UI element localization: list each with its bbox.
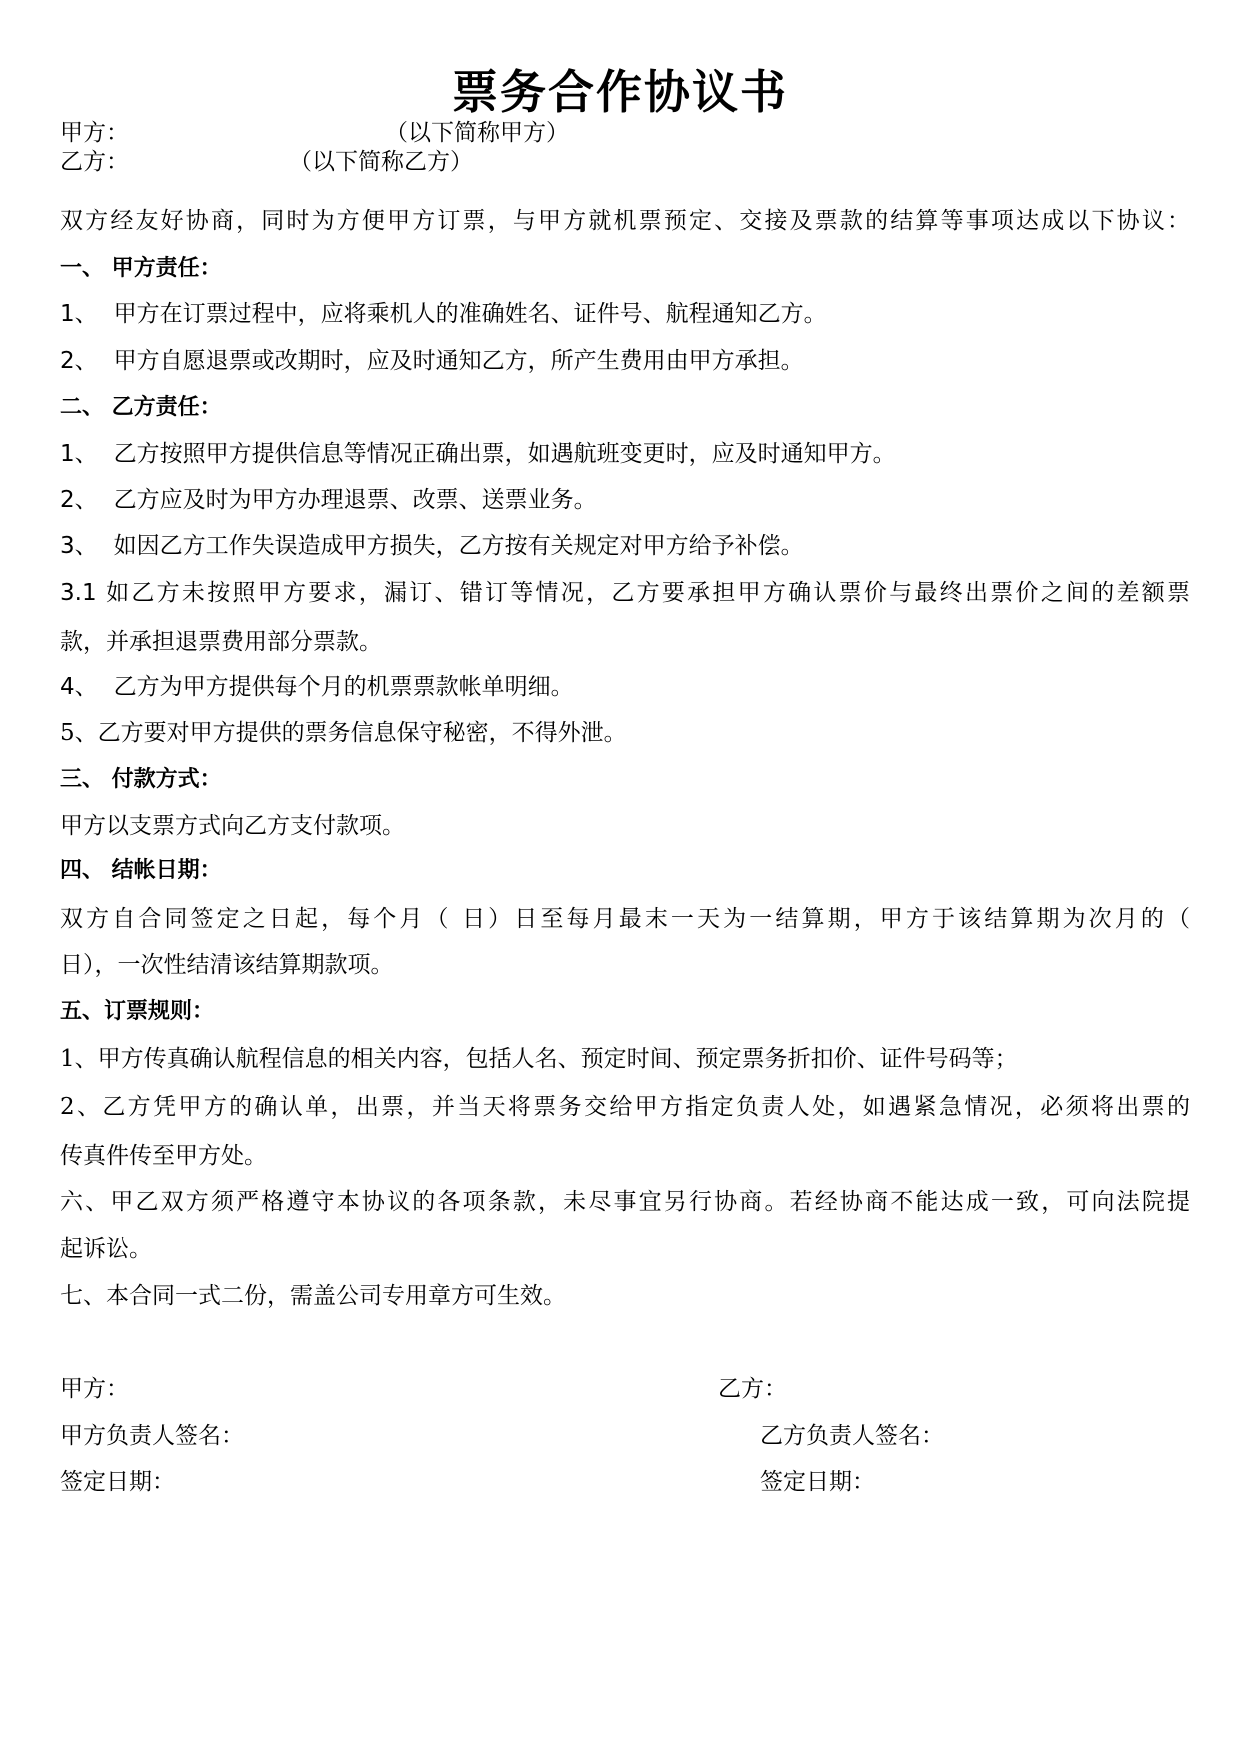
text-part: ），一次性结清该结算期款项。 xyxy=(83,952,394,978)
section4-line2 xyxy=(60,950,394,980)
item-text: 甲方在订票过程中，应将乘机人的准确姓名、证件号、航程通知乙方。 xyxy=(113,301,827,327)
day-blank: 日 xyxy=(462,906,489,932)
item-text: 乙方应及时为甲方办理退票、改票、送票业务。 xyxy=(113,487,597,513)
intro-paragraph: 双方经友好协商，同时为方便甲方订票，与甲方就机票预定、交接及票款的结算等事项达成以下协议： xyxy=(60,208,1190,234)
section3-heading: 三、 付款方式： xyxy=(60,767,222,792)
party-b-note: （以下简称乙方） xyxy=(289,149,473,175)
section6-line1: 六、甲乙双方须严格遵守本协议的各项条款，未尽事宜另行协商。若经协商不能达成一致，可向法院提 xyxy=(60,1189,1190,1215)
section1-heading: 一、 甲方责任： xyxy=(60,256,222,281)
section6-line2: 起诉讼。 xyxy=(60,1236,152,1262)
section1-item-2 xyxy=(60,346,804,376)
document-title: 票务合作协议书 xyxy=(452,65,788,119)
item-number: 4、 xyxy=(60,674,98,700)
section2-item-1 xyxy=(60,439,896,469)
item-number: 2、 xyxy=(60,348,98,374)
signature-party-a-date: 签定日期： xyxy=(60,1469,175,1495)
signature-party-b-date: 签定日期： xyxy=(760,1469,875,1495)
item-text: 乙方按照甲方提供信息等情况正确出票，如遇航班变更时，应及时通知甲方。 xyxy=(113,441,896,467)
section2-item-4 xyxy=(60,672,574,702)
section1-item-1 xyxy=(60,299,827,329)
section5-item-2-line2: 传真件传至甲方处。 xyxy=(60,1143,267,1169)
signature-party-a: 甲方： xyxy=(60,1376,129,1402)
section2-item-3-1-line1 xyxy=(60,578,1190,608)
section2-item-3 xyxy=(60,531,804,561)
item-number: 3、 xyxy=(60,533,98,559)
section5-heading: 五、订票规则： xyxy=(60,999,215,1024)
party-b-line xyxy=(60,147,473,177)
section4-line1 xyxy=(60,904,1190,934)
party-a-label: 甲方： xyxy=(60,120,129,146)
text-part: 双方自合同签定之日起，每个月（ xyxy=(60,906,452,932)
item-text: 乙方为甲方提供每个月的机票票款帐单明细。 xyxy=(113,674,574,700)
day-blank: 日 xyxy=(60,952,83,978)
signature-party-b: 乙方： xyxy=(718,1376,787,1402)
section7: 七、本合同一式二份，需盖公司专用章方可生效。 xyxy=(60,1283,566,1309)
item-number: 3.1 xyxy=(60,580,97,606)
party-b-label: 乙方： xyxy=(60,149,129,175)
section4-heading: 四、 结帐日期： xyxy=(60,858,222,883)
signature-party-a-signer: 甲方负责人签名： xyxy=(60,1423,244,1449)
item-text: 如因乙方工作失误造成甲方损失，乙方按有关规定对甲方给予补偿。 xyxy=(113,533,804,559)
item-number: 2、 xyxy=(60,487,98,513)
text-part: ）日至每月最末一天为一结算期，甲方于该结算期为次月的（ xyxy=(488,906,1191,932)
party-a-note: （以下简称甲方） xyxy=(385,120,569,146)
section2-heading: 二、 乙方责任： xyxy=(60,395,222,420)
signature-party-b-signer: 乙方负责人签名： xyxy=(760,1423,944,1449)
section2-item-5: 5、乙方要对甲方提供的票务信息保守秘密，不得外泄。 xyxy=(60,720,627,746)
section5-item-2-line1: 2、乙方凭甲方的确认单，出票，并当天将票务交给甲方指定负责人处，如遇紧急情况，必须将出票的 xyxy=(60,1094,1190,1120)
section3-text: 甲方以支票方式向乙方支付款项。 xyxy=(60,813,405,839)
item-number: 1、 xyxy=(60,301,98,327)
item-text: 甲方自愿退票或改期时，应及时通知乙方，所产生费用由甲方承担。 xyxy=(113,348,804,374)
item-number: 1、 xyxy=(60,441,98,467)
section5-item-1: 1、甲方传真确认航程信息的相关内容，包括人名、预定时间、预定票务折扣价、证件号码等； xyxy=(60,1046,1018,1072)
section2-item-3-1-line2: 款，并承担退票费用部分票款。 xyxy=(60,629,382,655)
section2-item-2 xyxy=(60,485,597,515)
party-a-line xyxy=(60,118,569,148)
item-text: 如乙方未按照甲方要求，漏订、错订等情况，乙方要承担甲方确认票价与最终出票价之间的差额票 xyxy=(106,580,1191,606)
